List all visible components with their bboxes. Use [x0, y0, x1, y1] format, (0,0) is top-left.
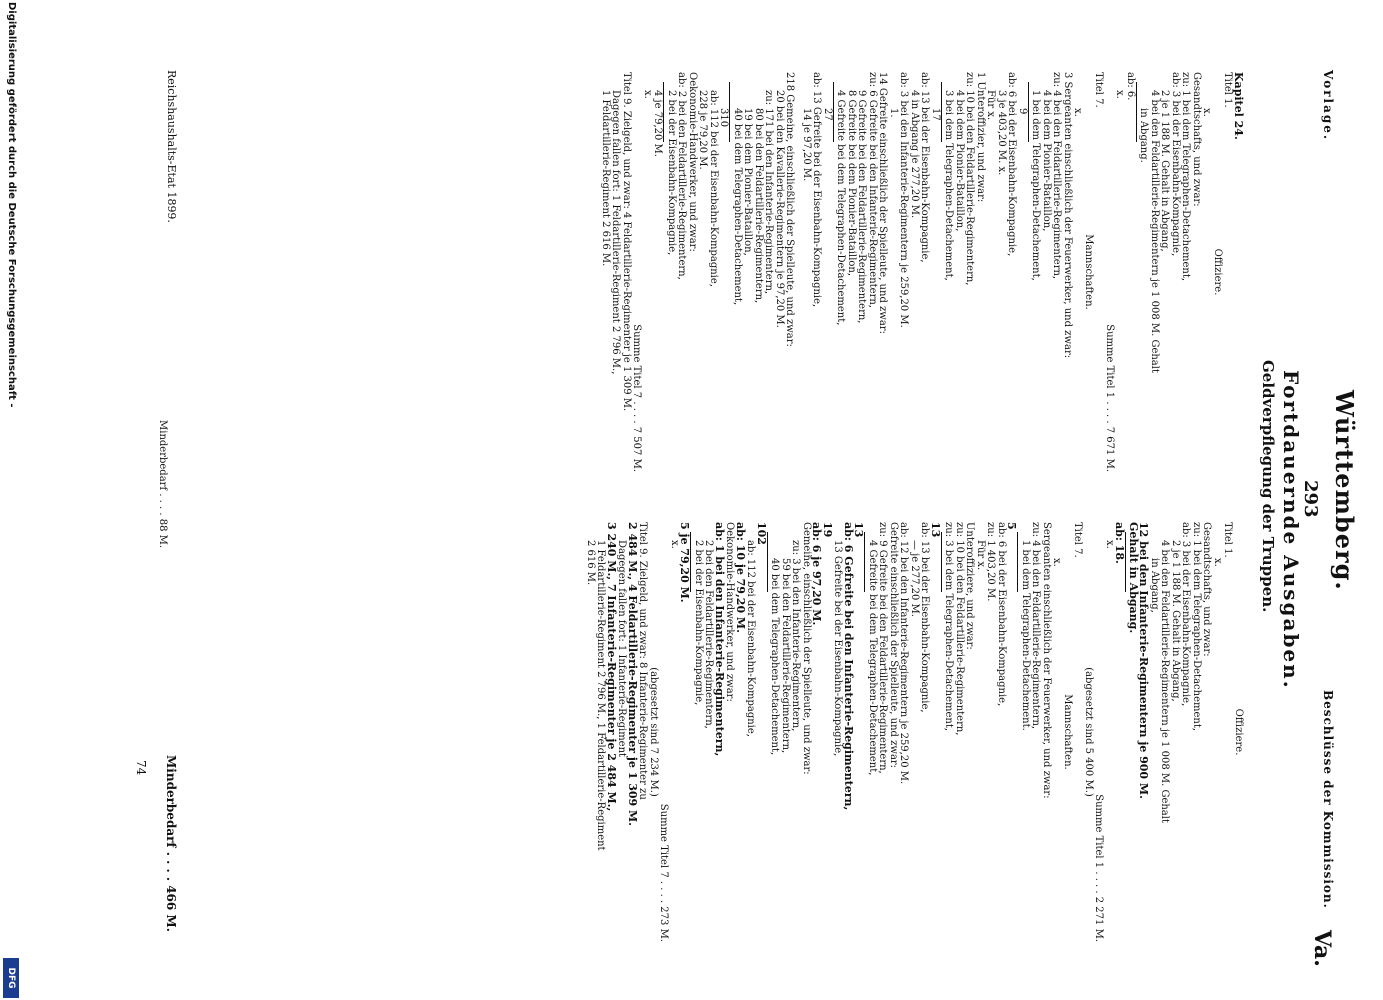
text-line: Gehalt in Abgang. — [1127, 522, 1140, 634]
text-line: 1 Feldartillerie-Regiment 2 796 M., 1 Feldartillerie-Regiment — [595, 540, 607, 851]
text-line: Titel 1. — [1222, 72, 1234, 108]
column-beschluesse — [585, 522, 1244, 942]
text-line: Sergeanten einschließlich der Feuerwerker, und zwar: — [1041, 522, 1052, 799]
text-line: ab: 1 bei den Infanterie-Regimentern, — [713, 522, 726, 757]
text-line: x. — [1212, 558, 1223, 567]
text-line: ab: 6 Gefreite bei den Infanterie-Regimentern, — [842, 522, 855, 811]
text-line: 12 bei den Infanterie-Regimentern je 900 M. — [1137, 522, 1151, 799]
text-line: Titel 1. — [1222, 522, 1234, 558]
text-line: 310 — [718, 108, 730, 128]
text-line: Mannschaften. — [1083, 234, 1094, 310]
rule-line — [865, 532, 866, 592]
rule-line — [1018, 532, 1019, 592]
text-line: 13 — [929, 522, 942, 538]
column-vorlage — [600, 72, 1244, 472]
text-line: Für x. — [985, 90, 997, 121]
dfg-logo: DFG — [3, 958, 19, 998]
text-line: Summe Titel 1 . . . . 2 271 M. — [1093, 794, 1105, 942]
text-line: 4 je 79,20 M. — [652, 90, 664, 157]
text-line: ab: 12 bei den Infanterie-Regimentern je 259,20 M. — [898, 522, 910, 785]
text-line: 3 je 403,20 M. x. — [996, 90, 1007, 176]
subtitle-ausgaben: Fortdauernde Ausgaben. — [1279, 370, 1303, 690]
page-title: Württemberg. — [1330, 390, 1359, 591]
text-line: 14 Gefreite einschließlich der Spielleute, und zwar: — [877, 72, 889, 334]
dfg-credit-bar — [0, 0, 21, 1000]
text-line: ab: 18. — [1113, 522, 1127, 564]
text-line: x. — [1051, 558, 1063, 567]
text-line: 19 — [821, 522, 834, 538]
text-line: 2 616 M. — [585, 540, 596, 586]
text-line: ab: 2 bei den Feldartillerie-Regimentern, — [676, 72, 688, 280]
text-line: 9 — [1017, 108, 1028, 115]
text-line: Titel 9. Zielgeld, und zwar: 8 Infanterie-Regimenter zu — [637, 522, 649, 800]
text-line: Gesandtschafts, und zwar: — [1201, 522, 1213, 657]
text-line: 13 — [852, 522, 866, 538]
text-line: 17 — [930, 108, 941, 121]
text-line: (abgesetzt sind 5 400 M.) — [1083, 667, 1094, 797]
text-line: 80 bei den Feldartillerie-Regimentern, — [753, 108, 764, 304]
text-line: zu: 4 bei den Feldartillerie-Regimentern, — [1051, 72, 1063, 280]
text-line: 19 bei dem Pionier-Bataillon, — [742, 108, 754, 256]
text-line: zu: 3 bei dem Telegraphen-Detachement, — [943, 522, 955, 732]
header-va: Va. — [1309, 930, 1335, 967]
text-line: 3 Sergeanten einschließlich der Feuerwerker, und zwar: — [1062, 72, 1073, 359]
text-line: zu: 10 bei den Feldartillerie-Regimentern, — [964, 72, 976, 286]
text-line: x. — [669, 540, 680, 549]
text-line: 8 Gefreite bei dem Pionier-Bataillon, — [846, 90, 857, 277]
text-line: Dagegen fallen fort: 1 Feldartillerie-Regiment 2 796 M., — [610, 90, 622, 375]
text-line: ab: 3 bei den Infanterie-Regimentern je 259,20 M. — [898, 72, 910, 328]
text-line: 2 484 M., 4 Feldartillerie-Regimenter je 1 309 M. — [626, 522, 639, 827]
text-line: 27 — [822, 108, 833, 121]
text-line: Gefreite einschließlich der Spielleute, und zwar: — [888, 522, 899, 769]
text-line: 4 bei den Feldartillerie-Regimentern je 1 008 M. Gehalt — [1159, 540, 1171, 823]
text-line: — je 277,20 M. — [909, 540, 920, 617]
text-line: Unteroffiziere, und zwar: — [964, 522, 976, 650]
text-line: 2 bei der Eisenbahn-Kompagnie, — [693, 540, 704, 706]
text-line: 1 bei dem Telegraphen-Detachement. — [1020, 540, 1031, 731]
text-line: 40 bei dem Telegraphen-Detachement, — [732, 108, 743, 306]
text-line: 1 bei dem Telegraphen-Detachement, — [1030, 90, 1042, 281]
text-line: zu: 10 bei den Feldartillerie-Regimentern, — [954, 522, 965, 736]
footer-etat: Reichshaushalts-Etat 1899. — [165, 70, 178, 223]
text-line: Titel 9. Zielgeld, und zwar: 4 Feldartillerie-Regimenter je 1 309 M. — [621, 72, 632, 412]
text-line: Mannschaften. — [1062, 694, 1073, 770]
text-line: ab: 13 bei der Eisenbahn-Kompagnie, — [919, 522, 931, 713]
text-line: 2 bei der Eisenbahn-Kompagnie, — [666, 90, 677, 256]
footer-left-minderbedarf: Minderbedarf . . . . 88 M. — [157, 420, 168, 549]
text-line: 20 bei den Kavallerie-Regimentern je 97,20 M. — [774, 90, 785, 328]
text-line: zu: 1 bei dem Telegraphen-Detachement, — [1180, 72, 1192, 282]
text-line: 218 Gemeine, einschließlich der Spielleute, und zwar: — [784, 72, 796, 347]
text-line: ab: 13 Gefreite bei der Eisenbahn-Kompagnie, — [811, 72, 823, 308]
text-line: Offiziere. — [1233, 708, 1244, 756]
text-line: 3 bei dem Telegraphen-Detachement, — [943, 90, 955, 281]
text-line: 102 — [755, 522, 768, 545]
text-line: 1 Unteroffizier, und zwar: — [975, 72, 986, 203]
text-line: Kapitel 24. — [1232, 72, 1245, 140]
text-line: in Abgang. — [1138, 108, 1150, 163]
text-line: x. — [1104, 540, 1115, 549]
text-line: 3 240 M., 7 Infanterie-Regimenter je 2 484 M., — [605, 522, 618, 812]
text-line: 2 je 1 188 M. Gehalt in Abgang, — [1159, 90, 1171, 252]
text-line: zu: 4 bei den Feldartillerie-Regimentern, — [1030, 522, 1042, 730]
rule-line — [1136, 82, 1137, 142]
footer-right-minderbedarf: Minderbedarf . . . . 466 M. — [164, 755, 178, 932]
text-line: (abgesetzt sind 7 234 M.) — [648, 667, 659, 797]
text-line: zu: 6 Gefreite bei den Infanterie-Regimentern, — [867, 72, 878, 308]
text-line: x. — [1072, 108, 1084, 117]
page-number: 293 — [1300, 480, 1321, 518]
text-line: in Abgang, — [1149, 558, 1160, 613]
rule-line — [664, 82, 665, 142]
text-line: 4 Gefreite bei dem Telegraphen-Detachement, — [835, 90, 847, 326]
text-line: Für x. — [975, 540, 986, 571]
text-line: Offiziere. — [1212, 248, 1223, 296]
text-line: Oekonomie-Handwerker, und zwar: — [687, 72, 698, 252]
text-line: ab: 112 bei der Eisenbahn-Kompagnie, — [745, 540, 757, 737]
text-line: 1. — [888, 108, 899, 118]
text-line: x. — [1201, 108, 1213, 117]
text-line: 13 Gefreite bei der Eisenbahn-Kompagnie, — [832, 540, 844, 757]
text-line: zu: 1 bei dem Telegraphen-Detachement, — [1191, 522, 1202, 732]
text-line: ab: 13 bei der Eisenbahn-Kompagnie, — [919, 72, 931, 263]
text-line: 4 bei dem Pionier-Bataillon, — [1041, 90, 1052, 232]
text-line: 4 bei den Feldartillerie-Regimentern je 1 008 M. Gehalt — [1149, 90, 1160, 373]
text-line: ab: 112 bei der Eisenbahn-Kompagnie, — [708, 90, 719, 287]
rule-line — [941, 532, 942, 592]
text-line: ab: 10 je 79,20 M. — [734, 522, 747, 633]
text-line: Gesandtschafts, und zwar: — [1191, 72, 1202, 207]
text-line: ab: 3 bei der Eisenbahn-Kompagnie, — [1180, 522, 1192, 707]
text-line: Summe Titel 1 . . . . 7 671 M. — [1104, 324, 1115, 472]
rule-line — [833, 82, 834, 142]
dfg-credit-text: Digitalisierung gefördert durch die Deutsche Forschungsgemeinschaft - — [6, 2, 17, 408]
text-line: 9 Gefreite bei den Feldartillerie-Regimentern, — [856, 90, 868, 324]
text-line: x. — [1114, 90, 1126, 99]
text-line: Titel 7. — [1072, 522, 1084, 558]
text-line: 2 je 1 188 M. Gehalt in Abgang, — [1170, 540, 1181, 702]
text-line: 4 bei dem Pionier-Bataillon, — [954, 90, 965, 232]
text-line: 4 in Abgang je 277,20 M. — [909, 90, 920, 219]
subtitle-geldverpflegung: Geldverpflegung der Truppen. — [1259, 360, 1277, 613]
text-line: 59 bei den Feldartillerie-Regimentern, — [780, 558, 791, 754]
header-vorlage: Vorlage. — [1321, 70, 1335, 142]
text-line: Dagegen fallen fort: 1 Infanterie-Regiment — [616, 540, 628, 758]
text-line: zu: 9 Gefreite bei den Feldartillerie-Regimentern, — [877, 522, 889, 774]
text-line: Gemeine, einschließlich der Spielleute, und zwar: — [801, 522, 812, 775]
text-line: 40 bei dem Telegraphen-Detachement, — [769, 558, 781, 756]
text-line: 14 je 97,20 M. — [801, 108, 812, 182]
footer-page-number: 74 — [134, 760, 148, 776]
text-line: x. — [642, 90, 653, 99]
text-line: zu: 3 bei den Infanterie-Regimentern, — [790, 540, 802, 732]
text-line: ab: 6. — [1125, 72, 1136, 101]
text-line: 1 Feldartillerie-Regiment 2 616 M. — [600, 90, 611, 267]
text-line: Titel 7. — [1093, 72, 1105, 108]
text-line: 228 je 79,20 M. — [697, 90, 709, 170]
text-line: zu: 171 bei den Infanterie-Regimentern, — [763, 90, 775, 295]
text-line: Summe Titel 7 . . . . 273 M. — [658, 803, 670, 942]
text-line: ab: 3 bei der Eisenbahn-Kompagnie, — [1170, 72, 1181, 257]
text-line: zu: 1 403,20 M. — [985, 522, 997, 602]
text-line: 4 Gefreite bei dem Telegraphen-Detachement, — [867, 540, 878, 776]
rule-line — [730, 82, 731, 142]
rule-line — [1028, 82, 1029, 142]
text-line: 2 bei den Feldartillerie-Regimentern, — [703, 540, 715, 729]
text-line: ab: 6 bei der Eisenbahn-Kompagnie, — [1006, 72, 1018, 257]
text-line: Summe Titel 7 . . . . 7 507 M. — [631, 324, 643, 472]
rule-line — [941, 82, 942, 142]
text-line: 5 je 79,20 M. — [678, 522, 692, 603]
text-line: Oekonomie-Handwerker, und zwar: — [724, 522, 736, 702]
text-line: ab: 6 je 97,20 M. — [810, 522, 824, 626]
text-line: 5 — [1005, 522, 1019, 530]
text-line: ab: 6 bei der Eisenbahn-Kompagnie, — [996, 522, 1007, 707]
header-kommission: Beschlüsse der Kommission. — [1321, 690, 1335, 909]
